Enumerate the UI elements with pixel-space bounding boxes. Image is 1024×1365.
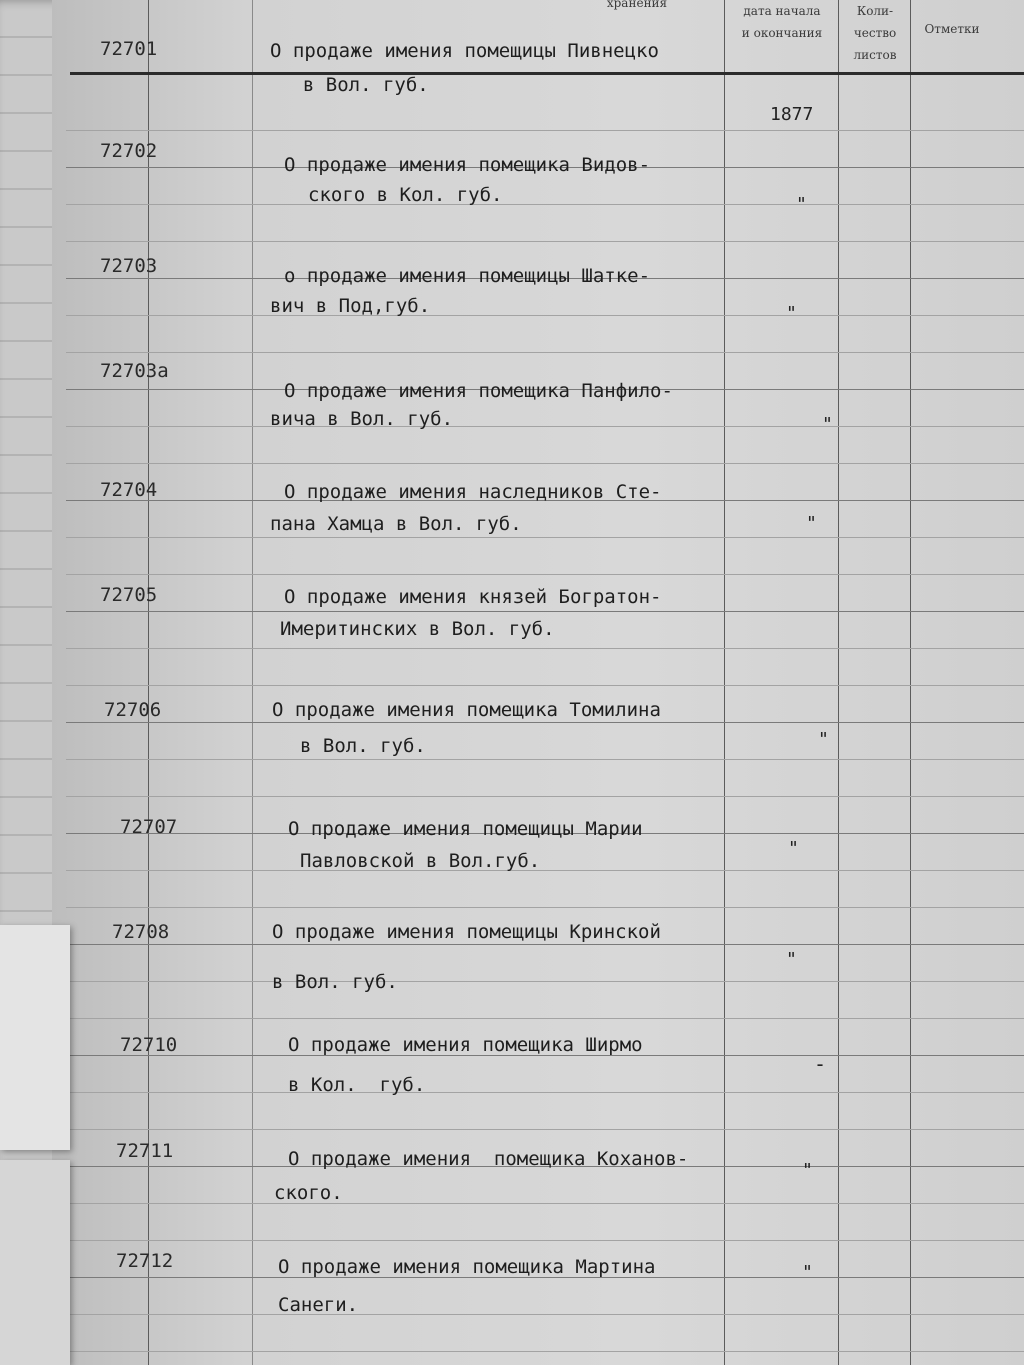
ledger-rule	[66, 907, 1024, 908]
entry-title-line1: о продаже имения помещицы Шатке-	[284, 265, 651, 287]
entry-title-line2: ского.	[274, 1182, 343, 1204]
entry-title-line1: О продаже имения помещика Панфило-	[284, 380, 673, 402]
entry-number: 72705	[100, 584, 158, 606]
ledger-rule	[66, 981, 1024, 982]
entry-title-line2: в Вол. губ.	[300, 735, 426, 757]
entry-number: 72710	[120, 1034, 178, 1056]
ledger-rule	[66, 315, 1024, 316]
entry-date: 1877	[770, 104, 814, 125]
entry-number: 72708	[112, 921, 170, 943]
entry-date: -	[814, 1052, 827, 1076]
entry-date: "	[802, 1160, 813, 1181]
entry-number: 72712	[116, 1250, 174, 1272]
paper-slip	[0, 1160, 70, 1365]
ledger-rule	[66, 796, 1024, 797]
entry-title-line1: О продаже имения помещика Ширмо	[288, 1034, 643, 1056]
entry-number: 72704	[100, 479, 158, 501]
header-storage: хранения	[606, 0, 668, 10]
ledger-rule	[66, 1092, 1024, 1093]
entry-number: 72701	[100, 38, 158, 60]
entry-title-line2: в Вол. губ.	[272, 971, 398, 993]
ledger-rule	[66, 1018, 1024, 1019]
entry-date: "	[786, 303, 797, 324]
ledger-rule	[66, 204, 1024, 205]
entry-date: "	[806, 513, 817, 534]
ledger-rule	[66, 759, 1024, 760]
entry-title-line1: О продаже имения помещика Томилина	[272, 699, 661, 721]
entry-date: "	[788, 838, 799, 859]
ledger-rule	[66, 352, 1024, 353]
entry-title-line2: Павловской в Вол.губ.	[300, 850, 541, 872]
paper-slip	[0, 925, 70, 1150]
entry-title-line2: в Кол. губ.	[288, 1074, 426, 1096]
entry-title-line1: О продаже имения князей Богратон-	[284, 586, 662, 608]
ledger-rule	[66, 870, 1024, 871]
entry-date: "	[786, 949, 797, 970]
ledger-rule	[66, 130, 1024, 131]
ledger-rule	[66, 1314, 1024, 1315]
ledger-rule	[66, 463, 1024, 464]
entry-number: 72702	[100, 140, 158, 162]
entry-title-line2: Имеритинских в Вол. губ.	[280, 618, 555, 640]
entry-title-line1: О продаже имения помещика Видов-	[284, 154, 651, 176]
header-rule	[70, 72, 1024, 75]
ledger-rule	[66, 574, 1024, 575]
entry-number: 72703а	[100, 360, 169, 382]
entry-title-line1: О продаже имения помещика Коханов-	[288, 1148, 689, 1170]
ledger-rule	[66, 537, 1024, 538]
header-sheets: Коли- чество листов	[853, 4, 897, 62]
entry-title-line2: вича в Вол. губ.	[270, 408, 454, 430]
ledger-rule	[66, 1240, 1024, 1241]
header-notes: Отметки	[924, 22, 980, 36]
entry-number: 72707	[120, 816, 178, 838]
entry-title-line1: О продаже имения помещицы Марии	[288, 818, 643, 840]
ledger-rule	[66, 648, 1024, 649]
entry-date: "	[796, 194, 807, 215]
entry-title-line1: О продаже имения помещицы Пивнецко	[270, 40, 659, 62]
ledger-rule	[66, 241, 1024, 242]
entry-number: 72703	[100, 255, 158, 277]
header-dates: дата начала и окончания	[741, 4, 823, 40]
entry-title-line1: О продаже имения наследников Сте-	[284, 481, 662, 503]
entry-date: "	[818, 729, 829, 750]
entry-title-line2: вич в Под,губ.	[270, 295, 431, 317]
entry-title-line1: О продаже имения помещицы Кринской	[272, 921, 661, 943]
entry-number: 72706	[104, 699, 162, 721]
entry-title-line1: О продаже имения помещика Мартина	[278, 1256, 656, 1278]
entry-title-line2: в Вол. губ.	[280, 74, 429, 96]
entry-title-line2: ского в Кол. губ.	[308, 184, 503, 206]
ledger-rule	[66, 1129, 1024, 1130]
ledger-rule	[66, 426, 1024, 427]
archive-inventory-page	[52, 0, 1024, 1365]
entry-date: "	[802, 1262, 813, 1283]
ledger-rule	[66, 1351, 1024, 1352]
entry-title-line2: Санеги.	[278, 1294, 359, 1316]
ledger-rule	[66, 685, 1024, 686]
entry-date: "	[822, 414, 833, 435]
ledger-rule	[66, 1203, 1024, 1204]
entry-number: 72711	[116, 1140, 174, 1162]
entry-title-line2: пана Хамца в Вол. губ.	[270, 513, 522, 535]
